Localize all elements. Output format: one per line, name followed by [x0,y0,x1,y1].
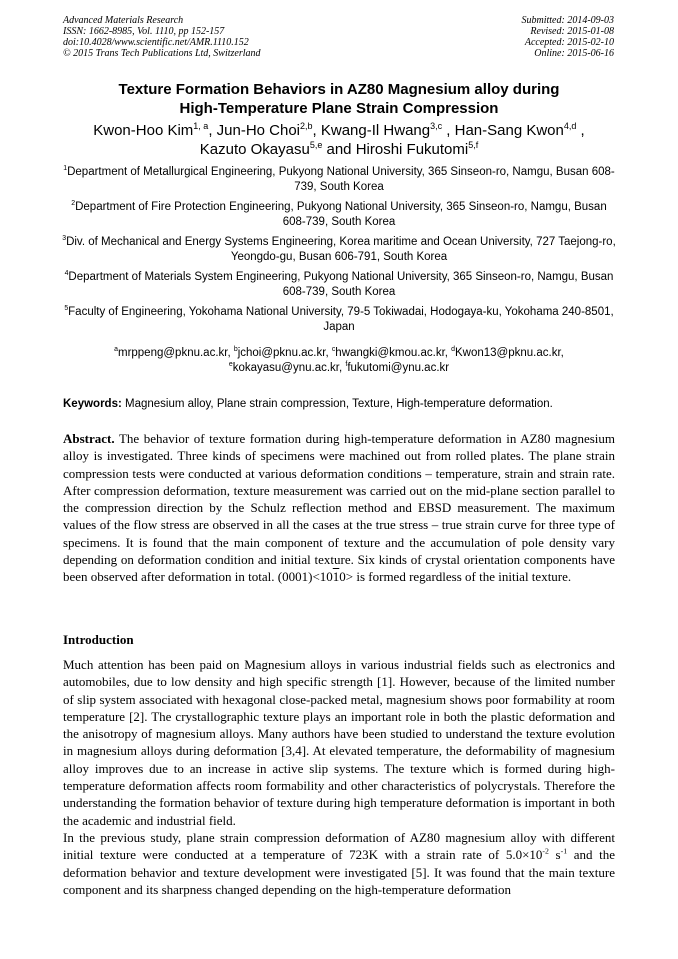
journal-name: Advanced Materials Research [63,15,184,26]
author-line-1 [40,121,638,140]
copyright-line: © 2015 Trans Tech Publications Ltd, Switzerland [63,48,261,59]
revised-date: Revised: 2015-01-08 [530,26,614,37]
affiliation-sup: 5 [64,305,69,313]
title-line-2: High-Temperature Plane Strain Compression [179,100,499,117]
affiliation-1 [62,165,616,194]
affiliation-5 [62,305,616,334]
author-sup: 5,f [468,140,479,150]
author-name: and Hiroshi Fukutomi [322,141,469,158]
author-emails [62,346,616,375]
email-sup: a [114,346,118,354]
email-sup: d [451,346,455,354]
introduction-body [63,656,615,898]
email-sup: e [228,360,233,368]
author-name: Kazuto Okayasu [199,141,310,158]
affiliation-4 [62,270,616,299]
affiliation-text: Department of Metallurgical Engineering, Pukyong National University, 365 Sinseon-ro, Namgu, Busan 608-739, South Korea [67,166,615,193]
author-sup: 5,e [309,140,323,150]
journal-header-right [522,15,615,59]
affiliation-text: Faculty of Engineering, Yokohama National University, 79-5 Tokiwadai, Hodogaya-ku, Yokohama 240-8501, Japan [68,306,614,333]
author-name: Kwon-Hoo Kim [93,122,194,139]
author-name: , Kwang-Il Hwang [312,122,431,139]
email-sup: c [331,346,336,354]
intro-paragraph-2 [63,829,615,898]
intro-text: s [548,847,561,863]
email-link[interactable]: Kwon13@pknu.ac.kr, [455,347,564,359]
exponent: -2 [542,846,549,856]
affiliation-sup: 4 [64,270,69,278]
affiliation-text: Div. of Mechanical and Energy Systems Engineering, Korea maritime and Ocean University, 727 Taejong-ro, Yeongdo-gu, Busan 606-791, South Korea [66,236,616,263]
email-line-1 [62,346,616,361]
affiliations [62,165,616,340]
paper-title [40,80,638,118]
issn-line: ISSN: 1662-8985, Vol. 1110, pp 152-157 [63,26,225,37]
online-date: Online: 2015-06-16 [534,48,614,59]
journal-header-left [63,15,261,59]
exponent: -1 [560,846,568,856]
author-line-2 [40,140,638,159]
author-sup: 2,b [300,121,313,131]
email-sup: f [345,360,348,368]
author-name: , Jun-Ho Choi [208,122,301,139]
affiliation-text: Department of Materials System Engineering, Pukyong National University, 365 Sinseon-ro, Namgu, Busan 608-739, South Korea [68,271,614,298]
author-sup: 4,d [563,121,577,131]
email-line-2 [62,361,616,376]
affiliation-sup: 1 [63,165,68,173]
email-link[interactable]: hwangki@kmou.ac.kr, [335,347,452,359]
affiliation-sup: 3 [62,235,67,243]
affiliation-text: Department of Fire Protection Engineering, Pukyong National University, 365 Sinseon-ro, Namgu, Busan 608-739, South Korea [75,201,607,228]
affiliation-2 [62,200,616,229]
author-name: , Han-Sang Kwon [442,122,564,139]
section-heading: Introduction [63,632,134,647]
email-link[interactable]: fukutomi@ynu.ac.kr [347,361,450,374]
email-link[interactable]: jchoi@pknu.ac.kr, [237,347,332,359]
affiliation-sup: 2 [71,200,76,208]
email-link[interactable]: kokayasu@ynu.ac.kr, [232,361,346,374]
intro-paragraph-1: Much attention has been paid on Magnesium alloys in various industrial fields such as electronics and automobiles, due to low density and high specific strength [1]. However, because of the limited number of slip system associated with hexagonal close-packed metal, magnesium shows poor formability at room temperature [2]. The crystallographic texture plays an important role in both the plastic deformation and the anisotropy of magnesium alloys. Many authors have been studied to understand the texture evolution in magnesium alloys during deformation [3,4]. At elevated temperature, the deformability of magnesium alloy improves due to an increase in active slip systems. The texture which is formed during high-temperature deformation affects room formability and other characteristics of polycrystals. Therefore the understanding the formation behavior of texture during high temperature deformation is important in both the academic and industrial field. [63,657,615,828]
abstract-text: The behavior of texture formation during high-temperature deformation in AZ80 magnesium alloy is investigated. Three kinds of specimens were machined out from rolled plates. The plane strain compression tests were conducted at various deformation conditions – temperature, strain and strain rate. After compression deformation, texture measurement was carried out on the mid-plane section parallel to the compression direction by the Schulz reflection method and EBSD measurement. The maximum values of the flow stress are observed in all the cases at the true stress – true strain curve for three type of specimens. It is found that the main component of texture and the accumulation of pole density vary depending on deformation condition and initial texture. Six kinds of crystal orientation components have been observed after deformation in total. (0001)<10 [63,431,615,585]
title-line-1: Texture Formation Behaviors in AZ80 Magnesium alloy during [118,81,560,98]
abstract-label: Abstract. [63,431,115,446]
email-sup: b [233,346,238,354]
intro-text: In the previous study, plane strain compression deformation of AZ80 magnesium alloy with different initial texture were conducted at a temperature of 723K with a strain rate of 5.0×10 [63,829,615,863]
accepted-date: Accepted: 2015-02-10 [524,37,614,48]
author-sup: 3,c [430,121,443,131]
affiliation-3 [62,235,616,264]
abstract-text-end: 0> is formed regardless of the initial texture. [339,569,572,585]
intro-text: and the deformation behavior and texture development were investigated [5]. It was found that the main texture component and its sharpness changed depending on the high-temperature deformation [63,847,616,897]
abstract [63,430,615,586]
author-separator: , [576,122,585,139]
author-list [40,121,638,159]
doi-line: doi:10.4028/www.scientific.net/AMR.1110.152 [63,37,249,48]
author-sup: 1, a [193,121,209,131]
submitted-date: Submitted: 2014-09-03 [521,15,614,26]
keywords-label: Keywords: [63,398,122,410]
keywords-text: Magnesium alloy, Plane strain compression, Texture, High-temperature deformation. [121,398,553,410]
email-link[interactable]: mrppeng@pknu.ac.kr, [117,347,234,359]
keywords [63,397,615,412]
abstract-overbar-digit: 1 [332,569,340,585]
